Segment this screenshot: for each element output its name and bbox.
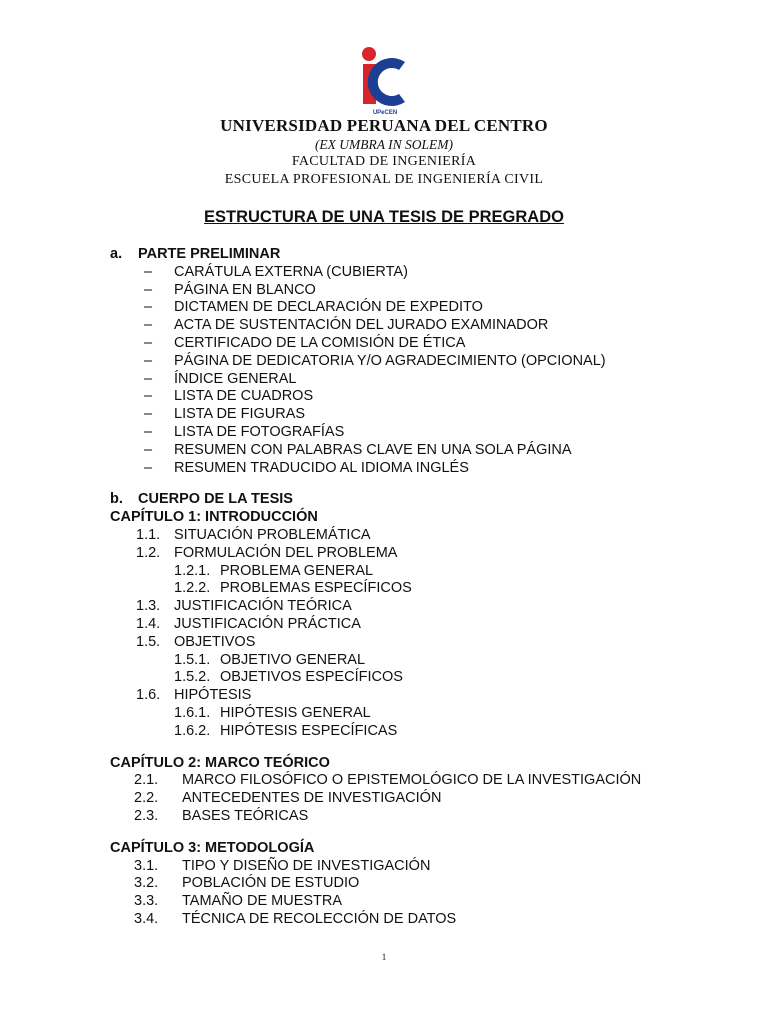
outline-number: 1.5.2. [174,669,211,686]
outline-number: 1.6.2. [174,722,211,739]
chapter-1-list [110,527,710,741]
list-item [110,282,710,300]
outline-item [110,772,710,790]
university-motto: (EX UMBRA IN SOLEM) [314,137,454,152]
outline-text: TIPO Y DISEÑO DE INVESTIGACIÓN [182,857,431,874]
outline-number: 3.1. [134,857,159,874]
list-item-text: CARÁTULA EXTERNA (CUBIERTA) [174,263,408,280]
chapter-1-title: CAPÍTULO 1: INTRODUCCIÓN [110,509,318,526]
section-title: PARTE PRELIMINAR [138,246,281,262]
outline-item [110,858,710,876]
section-title: CUERPO DE LA TESIS [138,491,293,508]
list-item-text: ÍNDICE GENERAL [174,370,297,387]
list-dash: – [144,334,153,351]
list-dash: – [144,352,153,369]
list-item-text: LISTA DE CUADROS [174,388,314,405]
outline-item [110,634,710,652]
section-b-heading [110,491,710,509]
outline-item [110,563,710,581]
list-dash: – [144,281,153,298]
outline-number: 1.2. [136,544,161,561]
outline-number: 1.4. [136,615,161,632]
outline-text: SITUACIÓN PROBLEMÁTICA [174,526,371,543]
outline-item [110,616,710,634]
outline-item [110,580,710,598]
outline-text: POBLACIÓN DE ESTUDIO [182,875,360,892]
faculty-name: FACULTAD DE INGENIERÍA [291,154,477,169]
outline-text: JUSTIFICACIÓN PRÁCTICA [174,615,361,632]
outline-number: 3.3. [134,893,159,910]
outline-number: 3.2. [134,875,159,892]
list-item-text: LISTA DE FIGURAS [174,406,306,423]
outline-number: 2.1. [134,772,159,789]
list-item [110,442,710,460]
outline-item [110,669,710,687]
outline-text: OBJETIVOS ESPECÍFICOS [220,669,403,686]
outline-text: OBJETIVOS [174,633,256,650]
outline-item [110,893,710,911]
list-item [110,299,710,317]
outline-item [110,598,710,616]
outline-number: 2.3. [134,807,159,824]
outline-number: 1.2.1. [174,562,211,579]
outline-item [110,808,710,826]
school-name: ESCUELA PROFESIONAL DE INGENIERÍA CIVIL [224,172,544,187]
list-item [110,353,710,371]
outline-item [110,705,710,723]
preliminary-list [110,264,710,478]
list-dash: – [144,406,153,423]
outline-text: PROBLEMA GENERAL [220,562,374,579]
logo-caption: UPeCEN [372,110,398,116]
list-item [110,406,710,424]
outline-text: TAMAÑO DE MUESTRA [182,893,343,910]
outline-text: PROBLEMAS ESPECÍFICOS [220,580,412,597]
outline-item [110,790,710,808]
page-title: ESTRUCTURA DE UNA TESIS DE PREGRADO [204,208,564,226]
chapter-2-list [110,772,710,825]
outline-item [110,545,710,563]
chapter-3-title: CAPÍTULO 3: METODOLOGÍA [110,839,315,856]
page-number: 1 [381,952,387,962]
outline-text: JUSTIFICACIÓN TEÓRICA [174,598,352,615]
chapter-2-title: CAPÍTULO 2: MARCO TEÓRICO [110,754,330,771]
outline-number: 1.2.2. [174,580,211,597]
outline-text: MARCO FILOSÓFICO O EPISTEMOLÓGICO DE LA INVESTIGACIÓN [182,772,642,789]
list-item-text: ACTA DE SUSTENTACIÓN DEL JURADO EXAMINADOR [174,317,549,334]
list-item [110,317,710,335]
outline-text: BASES TEÓRICAS [182,807,309,824]
outline-number: 1.5.1. [174,651,211,668]
outline-item [110,875,710,893]
outline-text: OBJETIVO GENERAL [220,651,366,668]
list-dash: – [144,299,153,316]
outline-number: 3.4. [134,910,159,927]
section-letter: a. [110,246,123,262]
outline-number: 1.5. [136,633,161,650]
list-dash: – [144,263,153,280]
list-item-text: LISTA DE FOTOGRAFÍAS [174,423,345,440]
outline-item [110,687,710,705]
list-item-text: CERTIFICADO DE LA COMISIÓN DE ÉTICA [174,334,466,351]
university-logo-icon [355,44,415,116]
outline-number: 1.6.1. [174,704,211,721]
list-item [110,388,710,406]
list-dash: – [144,370,153,387]
list-item-text: PÁGINA EN BLANCO [174,281,316,298]
outline-number: 1.1. [136,526,161,543]
outline-item [110,527,710,545]
list-item-text: PÁGINA DE DEDICATORIA Y/O AGRADECIMIENTO (OPCIONAL) [174,352,606,369]
outline-item [110,911,710,929]
outline-text: TÉCNICA DE RECOLECCIÓN DE DATOS [182,910,457,927]
outline-number: 2.2. [134,790,159,807]
outline-number: 1.3. [136,598,161,615]
outline-text: HIPÓTESIS GENERAL [220,704,371,721]
list-item-text: RESUMEN CON PALABRAS CLAVE EN UNA SOLA PÁGINA [174,441,572,458]
list-dash: – [144,441,153,458]
list-item [110,264,710,282]
outline-text: FORMULACIÓN DEL PROBLEMA [174,544,398,561]
outline-text: ANTECEDENTES DE INVESTIGACIÓN [182,790,442,807]
section-letter: b. [110,491,123,508]
list-dash: – [144,388,153,405]
outline-text: HIPÓTESIS [174,687,252,704]
list-item-text: RESUMEN TRADUCIDO AL IDIOMA INGLÉS [174,459,469,476]
outline-item [110,723,710,741]
outline-text: HIPÓTESIS ESPECÍFICAS [220,722,398,739]
list-dash: – [144,423,153,440]
chapter-3-list [110,858,710,929]
list-dash: – [144,317,153,334]
list-item [110,335,710,353]
university-name: UNIVERSIDAD PERUANA DEL CENTRO [220,116,548,135]
outline-number: 1.6. [136,687,161,704]
list-item [110,460,710,478]
outline-item [110,652,710,670]
list-item-text: DICTAMEN DE DECLARACIÓN DE EXPEDITO [174,299,483,316]
list-item [110,371,710,389]
list-item [110,424,710,442]
document-body [110,246,710,929]
section-a-heading [110,246,710,264]
list-dash: – [144,459,153,476]
